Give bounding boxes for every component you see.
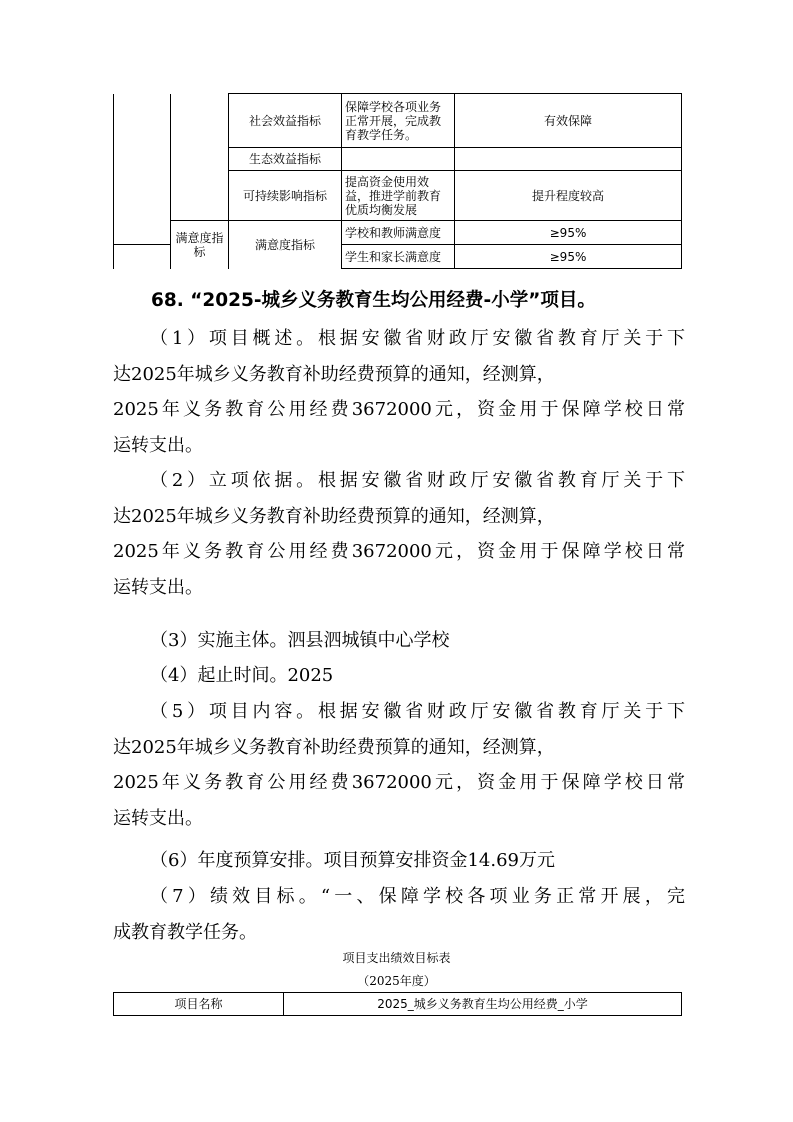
satisfaction-sub-indicator-cell: 满意度指标 bbox=[229, 221, 342, 269]
paragraph-goals bbox=[113, 879, 685, 950]
table-cell-blank bbox=[114, 245, 171, 269]
indicator-value-cell bbox=[455, 148, 682, 171]
paragraph-content bbox=[113, 694, 685, 836]
paragraph-line: 运转支出。 bbox=[113, 807, 203, 829]
indicator-value-cell: ≥95% bbox=[455, 245, 682, 269]
satisfaction-category-cell: 满意度指标 bbox=[171, 221, 229, 269]
paragraph-line: 成教育教学任务。 bbox=[113, 921, 257, 943]
paragraph-line: 2025年义务教育公用经费3672000元，资金用于保障学校日常 bbox=[113, 772, 685, 793]
project-name-label: 项目名称 bbox=[114, 993, 284, 1016]
indicator-detail-cell: 学生和家长满意度 bbox=[342, 245, 455, 269]
sub-indicator-cell: 社会效益指标 bbox=[229, 94, 342, 148]
table-year: （2025年度） bbox=[357, 974, 436, 988]
paragraph-line: （4）起止时间。2025 bbox=[150, 665, 334, 686]
indicator-detail-cell: 提高资金使用效益，推进学前教育优质均衡发展 bbox=[342, 171, 455, 221]
indicator-detail-cell: 学校和教师满意度 bbox=[342, 221, 455, 245]
sub-indicator-cell: 可持续影响指标 bbox=[229, 171, 342, 221]
paragraph-line: 达2025年城乡义务教育补助经费预算的通知，经测算， bbox=[113, 736, 555, 758]
paragraph-line: 2025年义务教育公用经费3672000元，资金用于保障学校日常 bbox=[113, 399, 685, 420]
paragraph-line: （5）项目内容。根据安徽省财政厅安徽省教育厅关于下 bbox=[150, 701, 685, 722]
paragraph-line: （2）立项依据。根据安徽省财政厅安徽省教育厅关于下 bbox=[150, 470, 685, 491]
paragraph-line: 2025年义务教育公用经费3672000元，资金用于保障学校日常 bbox=[113, 541, 685, 562]
indicator-detail-cell bbox=[342, 148, 455, 171]
indicator-detail-cell: 保障学校各项业务正常开展，完成教育教学任务。 bbox=[342, 94, 455, 148]
indicator-value-cell: 有效保障 bbox=[455, 94, 682, 148]
paragraph-line: 运转支出。 bbox=[113, 576, 203, 598]
paragraph-line: （6）年度预算安排。项目预算安排资金14.69万元 bbox=[150, 850, 555, 871]
paragraph-line: （7）绩效目标。“一、保障学校各项业务正常开展，完 bbox=[150, 886, 685, 907]
paragraph-overview bbox=[113, 321, 685, 463]
table-caption: 项目支出绩效目标表 bbox=[342, 951, 451, 965]
indicator-value-cell: 提升程度较高 bbox=[455, 171, 682, 221]
table-cell-blank bbox=[171, 94, 229, 221]
paragraph-budget bbox=[113, 843, 685, 879]
paragraph-line: 达2025年城乡义务教育补助经费预算的通知，经测算， bbox=[113, 363, 555, 385]
section-heading: 68. “2025-城乡义务教育生均公用经费-小学”项目。 bbox=[151, 290, 596, 311]
table-cell-blank bbox=[114, 94, 171, 245]
paragraph-implementer bbox=[113, 623, 685, 659]
paragraph-line: 运转支出。 bbox=[113, 434, 203, 456]
performance-indicator-table bbox=[113, 93, 682, 269]
paragraph-period bbox=[113, 658, 685, 694]
paragraph-line: （3）实施主体。泗县泗城镇中心学校 bbox=[150, 630, 450, 651]
project-name-value: 2025_城乡义务教育生均公用经费_小学 bbox=[284, 993, 682, 1016]
paragraph-line: （1）项目概述。根据安徽省财政厅安徽省教育厅关于下 bbox=[150, 328, 685, 349]
paragraph-basis bbox=[113, 463, 685, 605]
indicator-value-cell: ≥95% bbox=[455, 221, 682, 245]
project-name-table bbox=[113, 992, 682, 1016]
sub-indicator-cell: 生态效益指标 bbox=[229, 148, 342, 171]
paragraph-line: 达2025年城乡义务教育补助经费预算的通知，经测算， bbox=[113, 505, 555, 527]
